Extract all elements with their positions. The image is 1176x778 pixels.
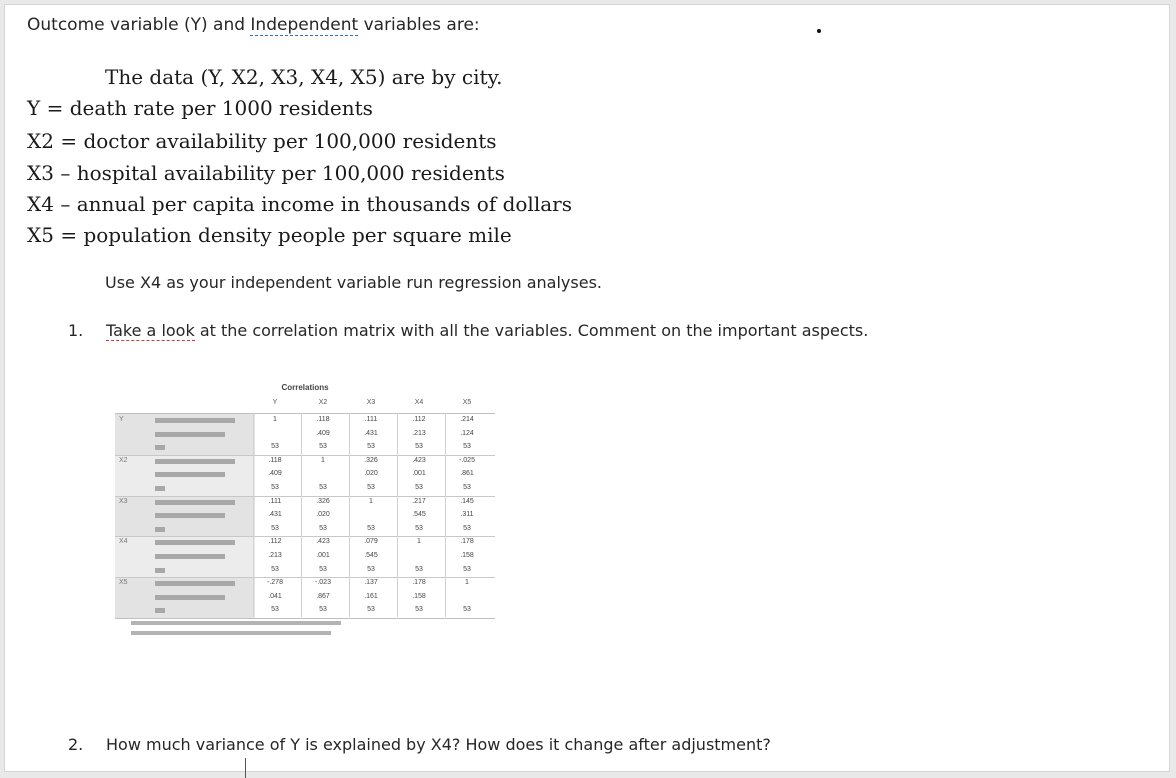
stat-label (155, 471, 247, 477)
stat-label (155, 539, 247, 545)
table-cell: -.278 (267, 579, 283, 587)
table-cell: 1 (321, 456, 325, 464)
table-cell: .423 (412, 456, 426, 464)
table-cell: 53 (367, 524, 375, 532)
stat-label (155, 431, 247, 437)
column-divider (445, 413, 446, 617)
table-cell: .178 (460, 538, 474, 546)
table-cell: .001 (316, 552, 330, 559)
table-cell: .409 (316, 429, 330, 437)
correlations-header (115, 399, 495, 411)
table-cell: .041 (268, 592, 282, 600)
row-label: Y (119, 416, 124, 423)
table-cell: .213 (412, 429, 426, 437)
table-cell: .545 (412, 511, 426, 519)
table-footnote (131, 631, 331, 635)
table-cell: 53 (367, 606, 375, 614)
table-cell: .158 (460, 552, 474, 559)
col-header-x5: X5 (462, 399, 472, 406)
table-cell: 53 (463, 606, 471, 614)
table-cell: .431 (364, 429, 378, 437)
table-cell: .137 (364, 579, 378, 587)
table-cell: .431 (268, 511, 282, 519)
table-cell: -.023 (315, 579, 331, 587)
table-cell: .112 (412, 416, 426, 423)
table-cell: .326 (364, 456, 378, 464)
block-divider (115, 577, 495, 578)
definition-x3: X3 – hospital availability per 100,000 residents (27, 161, 505, 185)
stat-label (155, 580, 247, 586)
row-label: X5 (119, 579, 128, 587)
table-cell: .423 (316, 538, 330, 546)
table-cell: 53 (463, 443, 471, 451)
table-cell: 53 (367, 484, 375, 491)
col-header-x3: X3 (366, 399, 376, 406)
table-cell: 53 (463, 524, 471, 532)
table-cell: 53 (319, 565, 327, 573)
document-page (4, 4, 1170, 772)
table-cell: 53 (319, 606, 327, 614)
table-cell: .112 (268, 538, 282, 546)
table-cell: 53 (271, 524, 279, 532)
table-cell: .020 (364, 470, 378, 478)
stat-label (155, 553, 247, 559)
table-cell: .311 (460, 511, 474, 519)
table-cell: .118 (316, 416, 330, 423)
table-cell: 1 (465, 579, 469, 587)
table-cell: 53 (271, 606, 279, 614)
table-cell: .145 (460, 497, 474, 505)
data-description: The data (Y, X2, X3, X4, X5) are by city. (105, 65, 503, 89)
col-header-y: Y (272, 399, 278, 406)
text-cursor[interactable] (245, 758, 246, 778)
table-cell: 53 (367, 565, 375, 573)
table-cell: .545 (364, 552, 378, 559)
table-cell: .111 (268, 497, 282, 505)
instruction: Use X4 as your independent variable run regression analyses. (105, 273, 602, 292)
stat-label (155, 499, 247, 505)
row-label: X2 (119, 456, 128, 464)
table-cell: 1 (273, 416, 277, 423)
block-divider (115, 496, 495, 497)
table-cell: .079 (364, 538, 378, 546)
table-cell: 53 (415, 606, 423, 614)
table-cell: 1 (369, 497, 373, 505)
table-cell: .409 (268, 470, 282, 478)
table-cell: .214 (460, 416, 474, 423)
table-cell: 53 (415, 443, 423, 451)
question-1-underlined: Take a look (106, 321, 195, 340)
row-label: X4 (119, 538, 128, 546)
question-1: 1. Take a look at the correlation matrix with all the variables. Comment on the important aspects. (68, 321, 869, 340)
stat-label (155, 607, 247, 613)
table-cell: 1 (417, 538, 421, 546)
stat-label (155, 526, 247, 532)
block-divider (115, 455, 495, 456)
definition-x4: X4 – annual per capita income in thousands of dollars (27, 192, 572, 216)
column-divider (301, 413, 302, 617)
stat-label (155, 444, 247, 450)
table-cell: 53 (463, 484, 471, 491)
stat-label (155, 458, 247, 464)
stat-label (155, 485, 247, 491)
table-cell: .213 (268, 552, 282, 559)
table-cell: 53 (319, 524, 327, 532)
column-divider (349, 413, 350, 617)
heading-underlined-word: Independent (250, 15, 359, 35)
table-cell: .861 (460, 470, 474, 478)
stat-label (155, 567, 247, 573)
col-header-x2: X2 (318, 399, 328, 406)
table-cell: .217 (412, 497, 426, 505)
table-cell: 53 (271, 484, 279, 491)
question-2: 2. How much variance of Y is explained by X4? How does it change after adjustment? (68, 735, 771, 754)
table-cell: 53 (271, 443, 279, 451)
table-cell: .001 (412, 470, 426, 478)
table-cell: .111 (364, 416, 378, 423)
table-cell: .867 (316, 592, 330, 600)
table-cell: 53 (415, 524, 423, 532)
heading: Outcome variable (Y) and Independent variables are: (27, 15, 480, 35)
correlation-matrix-image (115, 377, 495, 667)
table-cell: .124 (460, 429, 474, 437)
table-cell: .326 (316, 497, 330, 505)
col-header-x4: X4 (414, 399, 424, 406)
table-cell: .020 (316, 511, 330, 519)
table-cell: 53 (367, 443, 375, 451)
stat-label (155, 594, 247, 600)
column-divider (397, 413, 398, 617)
row-label: X3 (119, 497, 128, 505)
table-cell: -.025 (459, 456, 475, 464)
correlations-title: Correlations (281, 383, 329, 392)
definition-y: Y = death rate per 1000 residents (27, 96, 373, 120)
table-cell: .158 (412, 592, 426, 600)
block-divider (115, 536, 495, 537)
table-cell: 53 (415, 565, 423, 573)
table-cell: 53 (319, 443, 327, 451)
table-cell: 53 (463, 565, 471, 573)
table-footnote (131, 621, 341, 625)
stat-label (155, 417, 247, 423)
column-divider (253, 413, 254, 617)
table-cell: .178 (412, 579, 426, 587)
table-cell: .161 (364, 592, 378, 600)
table-cell: 53 (415, 484, 423, 491)
definition-x2: X2 = doctor availability per 100,000 residents (27, 129, 497, 153)
table-cell: 53 (271, 565, 279, 573)
stray-dot (817, 29, 821, 33)
correlations-grid (115, 413, 495, 619)
table-cell: 53 (319, 484, 327, 491)
definition-x5: X5 = population density people per square mile (27, 223, 512, 247)
table-cell: .118 (268, 456, 282, 464)
stat-label (155, 512, 247, 518)
